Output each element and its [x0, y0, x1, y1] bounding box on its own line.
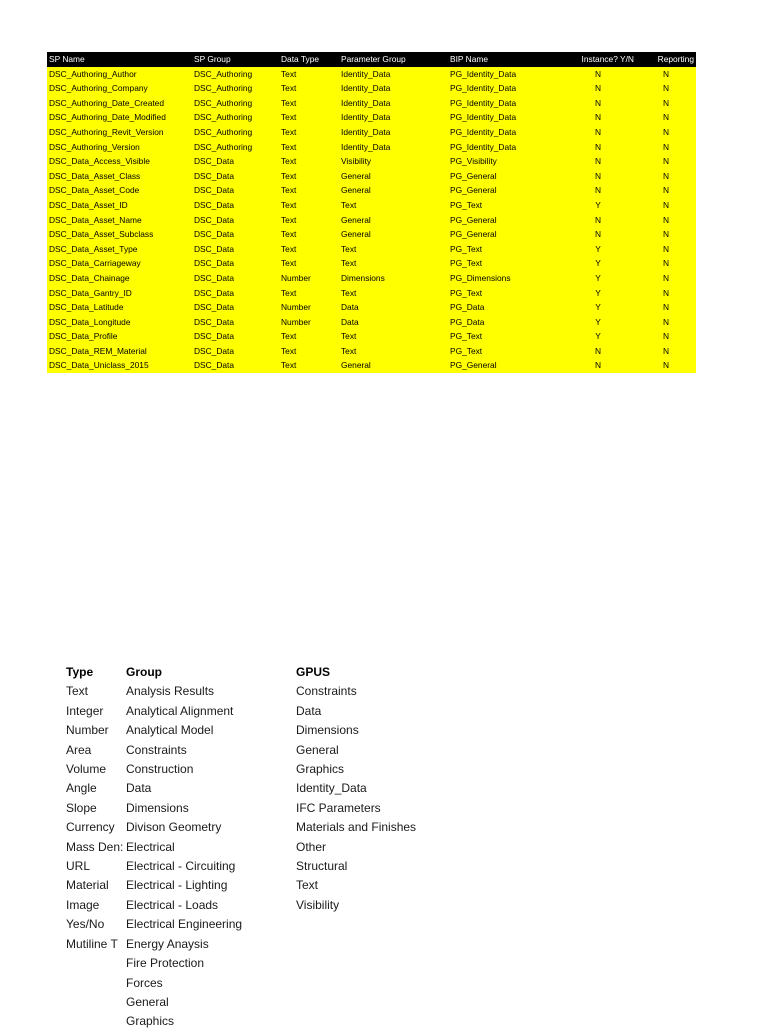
gpus-list-item: Identity_Data: [296, 781, 367, 796]
table-row: [47, 140, 696, 155]
table-row: [47, 110, 696, 125]
group-list-item: Electrical Engineering: [125, 915, 242, 934]
sp-name-cell: DSC_Data_REM_Material: [47, 344, 192, 359]
table-header-row: [47, 52, 696, 67]
group-list-item: Graphics: [125, 1012, 242, 1031]
instance-cell: N: [560, 227, 636, 242]
table-row: [47, 286, 696, 301]
sp-name-cell: DSC_Data_Gantry_ID: [47, 286, 192, 301]
type-list-item: Number: [66, 723, 109, 738]
gpus-list-item: IFC Parameters: [296, 800, 381, 815]
table-row: [47, 67, 696, 82]
data-type-cell: Text: [279, 198, 339, 213]
group-list-item: Electrical - Loads: [125, 896, 242, 915]
table-row: [47, 344, 696, 359]
reporting-cell: N: [636, 227, 696, 242]
type-list-item: URL: [66, 859, 91, 874]
sp-name-cell: DSC_Data_Uniclass_2015: [47, 358, 192, 373]
type-list-item: Volume: [66, 762, 107, 777]
bip-name-cell: PG_Text: [448, 329, 560, 344]
group-list-item: Electrical - Circuiting: [125, 857, 242, 876]
table-row: [47, 242, 696, 257]
sp-group-cell: DSC_Authoring: [192, 125, 279, 140]
instance-cell: Y: [560, 286, 636, 301]
gpus-list-item: Visibility: [296, 897, 340, 912]
bip-name-cell: PG_Data: [448, 300, 560, 315]
sp-name-cell: DSC_Authoring_Revit_Version: [47, 125, 192, 140]
instance-cell: Y: [560, 300, 636, 315]
parameter-group-cell: General: [339, 213, 448, 228]
group-list: [126, 663, 242, 1032]
data-type-cell: Text: [279, 344, 339, 359]
sp-group-cell: DSC_Data: [192, 227, 279, 242]
bip-name-cell: PG_Identity_Data: [448, 140, 560, 155]
data-type-cell: Text: [279, 329, 339, 344]
sp-group-cell: DSC_Data: [192, 213, 279, 228]
gpus-list: [296, 663, 416, 915]
instance-cell: Y: [560, 271, 636, 286]
group-list-items: [126, 682, 242, 1031]
sp-name-cell: DSC_Authoring_Date_Created: [47, 96, 192, 111]
instance-cell: N: [560, 358, 636, 373]
table-row: [47, 329, 696, 344]
instance-cell: N: [560, 125, 636, 140]
sp-group-cell: DSC_Data: [192, 183, 279, 198]
reporting-cell: N: [636, 81, 696, 96]
sp-name-cell: DSC_Data_Latitude: [47, 300, 192, 315]
data-type-cell: Text: [279, 67, 339, 82]
sp-name-cell: DSC_Data_Asset_Class: [47, 169, 192, 184]
bip-name-cell: PG_Identity_Data: [448, 110, 560, 125]
sp-group-cell: DSC_Data: [192, 300, 279, 315]
data-type-cell: Text: [279, 227, 339, 242]
gpus-list-item: Structural: [296, 859, 348, 874]
reporting-cell: N: [636, 125, 696, 140]
parameter-group-cell: Text: [339, 344, 448, 359]
data-type-cell: Text: [279, 169, 339, 184]
type-list-item: Slope: [66, 800, 97, 815]
bip-name-cell: PG_Text: [448, 198, 560, 213]
data-type-cell: Text: [279, 81, 339, 96]
sp-group-cell: DSC_Data: [192, 256, 279, 271]
sp-name-cell: DSC_Data_Asset_ID: [47, 198, 192, 213]
bip-name-cell: PG_Dimensions: [448, 271, 560, 286]
type-list-item: Image: [66, 897, 100, 912]
bip-name-cell: PG_Identity_Data: [448, 125, 560, 140]
sp-name-cell: DSC_Data_Chainage: [47, 271, 192, 286]
parameter-group-cell: Text: [339, 198, 448, 213]
table-row: [47, 183, 696, 198]
col-header-bip-name: BIP Name: [448, 52, 560, 67]
reporting-cell: N: [636, 286, 696, 301]
gpus-list-item: Data: [296, 703, 322, 718]
type-list-item: Currency: [66, 820, 115, 835]
sp-name-cell: DSC_Authoring_Date_Modified: [47, 110, 192, 125]
sp-group-cell: DSC_Authoring: [192, 67, 279, 82]
data-type-cell: Number: [279, 315, 339, 330]
bip-name-cell: PG_General: [448, 183, 560, 198]
table-row: [47, 256, 696, 271]
sp-group-cell: DSC_Data: [192, 315, 279, 330]
group-list-item: Energy Anaysis: [125, 935, 242, 954]
sp-group-cell: DSC_Authoring: [192, 81, 279, 96]
bip-name-cell: PG_Text: [448, 286, 560, 301]
data-type-cell: Text: [279, 110, 339, 125]
col-header-instance: Instance? Y/N: [560, 52, 636, 67]
reporting-cell: N: [636, 140, 696, 155]
type-list-items: [66, 682, 128, 954]
table-row: [47, 300, 696, 315]
group-list-item: Fire Protection: [125, 954, 242, 973]
sp-name-cell: DSC_Data_Asset_Type: [47, 242, 192, 257]
data-type-cell: Text: [279, 125, 339, 140]
col-header-sp-name: SP Name: [47, 52, 192, 67]
gpus-list-header: GPUS: [296, 665, 331, 679]
bip-name-cell: PG_Identity_Data: [448, 81, 560, 96]
type-list-item: Area: [66, 742, 92, 757]
gpus-list-item: Graphics: [296, 762, 345, 777]
parameter-group-cell: Identity_Data: [339, 96, 448, 111]
reporting-cell: N: [636, 67, 696, 82]
sp-group-cell: DSC_Data: [192, 198, 279, 213]
sp-name-cell: DSC_Data_Access_Visible: [47, 154, 192, 169]
sp-group-cell: DSC_Data: [192, 329, 279, 344]
sp-group-cell: DSC_Data: [192, 242, 279, 257]
parameter-group-cell: Visibility: [339, 154, 448, 169]
reporting-cell: N: [636, 110, 696, 125]
instance-cell: N: [560, 96, 636, 111]
sp-group-cell: DSC_Data: [192, 169, 279, 184]
col-header-parameter-group: Parameter Group: [339, 52, 448, 67]
gpus-list-item: Materials and Finishes: [296, 820, 417, 835]
data-type-cell: Text: [279, 140, 339, 155]
instance-cell: Y: [560, 329, 636, 344]
type-list-item: Material: [66, 878, 109, 893]
type-list-item: Text: [66, 684, 89, 699]
group-list-item: Analytical Alignment: [125, 702, 242, 721]
group-list-item: Constraints: [125, 741, 242, 760]
sp-group-cell: DSC_Data: [192, 154, 279, 169]
sp-name-cell: DSC_Authoring_Company: [47, 81, 192, 96]
reporting-cell: N: [636, 96, 696, 111]
data-type-cell: Text: [279, 96, 339, 111]
reporting-cell: N: [636, 358, 696, 373]
parameter-group-cell: Text: [339, 256, 448, 271]
table-row: [47, 227, 696, 242]
table-row: [47, 169, 696, 184]
data-type-cell: Text: [279, 256, 339, 271]
reporting-cell: N: [636, 169, 696, 184]
data-type-cell: Text: [279, 213, 339, 228]
sp-group-cell: DSC_Data: [192, 344, 279, 359]
instance-cell: N: [560, 140, 636, 155]
group-list-header: Group: [126, 665, 162, 679]
type-list-item: Angle: [66, 781, 97, 796]
instance-cell: Y: [560, 315, 636, 330]
group-list-item: Electrical: [125, 838, 242, 857]
sp-group-cell: DSC_Data: [192, 358, 279, 373]
gpus-list-item: Constraints: [296, 684, 357, 699]
instance-cell: N: [560, 344, 636, 359]
bip-name-cell: PG_Visibility: [448, 154, 560, 169]
instance-cell: N: [560, 183, 636, 198]
group-list-item: Divison Geometry: [125, 818, 242, 837]
table-row: [47, 154, 696, 169]
type-list-header: Type: [66, 665, 94, 679]
instance-cell: Y: [560, 198, 636, 213]
bip-name-cell: PG_General: [448, 358, 560, 373]
table-row: [47, 96, 696, 111]
data-type-cell: Text: [279, 286, 339, 301]
bip-name-cell: PG_Data: [448, 315, 560, 330]
parameter-group-cell: General: [339, 227, 448, 242]
reporting-cell: N: [636, 300, 696, 315]
parameter-group-cell: General: [339, 183, 448, 198]
reporting-cell: N: [636, 242, 696, 257]
parameter-group-cell: Text: [339, 329, 448, 344]
instance-cell: N: [560, 110, 636, 125]
instance-cell: Y: [560, 242, 636, 257]
gpus-list-item: Text: [296, 878, 319, 893]
parameter-group-cell: General: [339, 358, 448, 373]
table-row: [47, 125, 696, 140]
parameter-group-cell: Data: [339, 315, 448, 330]
col-header-data-type: Data Type: [279, 52, 339, 67]
group-list-item: Analysis Results: [125, 682, 242, 701]
type-list: [66, 663, 128, 954]
type-list-item: Mass Den:: [66, 839, 124, 854]
reporting-cell: N: [636, 213, 696, 228]
sp-group-cell: DSC_Authoring: [192, 110, 279, 125]
bip-name-cell: PG_Text: [448, 344, 560, 359]
group-list-item: Dimensions: [125, 799, 242, 818]
table-row: [47, 81, 696, 96]
bip-name-cell: PG_Text: [448, 256, 560, 271]
instance-cell: N: [560, 169, 636, 184]
data-type-cell: Text: [279, 242, 339, 257]
sp-name-cell: DSC_Data_Asset_Code: [47, 183, 192, 198]
table-row: [47, 198, 696, 213]
sp-name-cell: DSC_Data_Profile: [47, 329, 192, 344]
type-list-item: Yes/No: [66, 917, 105, 932]
gpus-list-item: General: [296, 742, 339, 757]
reporting-cell: N: [636, 183, 696, 198]
bip-name-cell: PG_Identity_Data: [448, 96, 560, 111]
reporting-cell: N: [636, 198, 696, 213]
parameter-group-cell: Text: [339, 242, 448, 257]
instance-cell: N: [560, 154, 636, 169]
table-row: [47, 358, 696, 373]
reporting-cell: N: [636, 154, 696, 169]
parameter-group-cell: General: [339, 169, 448, 184]
data-type-cell: Text: [279, 154, 339, 169]
parameter-group-cell: Data: [339, 300, 448, 315]
sp-group-cell: DSC_Authoring: [192, 96, 279, 111]
data-type-cell: Number: [279, 300, 339, 315]
data-type-cell: Number: [279, 271, 339, 286]
parameter-group-cell: Identity_Data: [339, 67, 448, 82]
gpus-list-item: Dimensions: [296, 723, 359, 738]
parameter-group-cell: Identity_Data: [339, 140, 448, 155]
data-type-cell: Text: [279, 183, 339, 198]
sp-name-cell: DSC_Data_Asset_Name: [47, 213, 192, 228]
instance-cell: N: [560, 81, 636, 96]
instance-cell: N: [560, 213, 636, 228]
parameter-group-cell: Dimensions: [339, 271, 448, 286]
bip-name-cell: PG_General: [448, 169, 560, 184]
sp-name-cell: DSC_Authoring_Version: [47, 140, 192, 155]
reporting-cell: N: [636, 271, 696, 286]
type-list-item: Integer: [66, 703, 104, 718]
table-row: [47, 271, 696, 286]
parameter-group-cell: Identity_Data: [339, 110, 448, 125]
sp-name-cell: DSC_Data_Asset_Subclass: [47, 227, 192, 242]
data-type-cell: Text: [279, 358, 339, 373]
group-list-item: Electrical - Lighting: [125, 876, 242, 895]
sp-name-cell: DSC_Authoring_Author: [47, 67, 192, 82]
group-list-item: Data: [125, 779, 242, 798]
sp-group-cell: DSC_Data: [192, 286, 279, 301]
reporting-cell: N: [636, 329, 696, 344]
reporting-cell: N: [636, 256, 696, 271]
type-list-item: Mutiline T: [66, 936, 118, 951]
instance-cell: Y: [560, 256, 636, 271]
bip-name-cell: PG_Text: [448, 242, 560, 257]
reporting-cell: N: [636, 315, 696, 330]
instance-cell: N: [560, 67, 636, 82]
col-header-reporting: Reporting: [636, 52, 696, 67]
group-list-item: Analytical Model: [125, 721, 242, 740]
group-list-item: General: [125, 993, 242, 1012]
col-header-sp-group: SP Group: [192, 52, 279, 67]
bip-name-cell: PG_Identity_Data: [448, 67, 560, 82]
table-row: [47, 213, 696, 228]
table-body: [47, 67, 696, 373]
table-row: [47, 315, 696, 330]
parameter-group-cell: Identity_Data: [339, 81, 448, 96]
group-list-item: Forces: [125, 974, 242, 993]
reporting-cell: N: [636, 344, 696, 359]
gpus-list-item: Other: [296, 839, 327, 854]
parameter-group-cell: Identity_Data: [339, 125, 448, 140]
bip-name-cell: PG_General: [448, 227, 560, 242]
parameter-group-cell: Text: [339, 286, 448, 301]
sp-name-cell: DSC_Data_Carriageway: [47, 256, 192, 271]
shared-parameters-table: [47, 52, 696, 373]
group-list-item: Construction: [125, 760, 242, 779]
sp-name-cell: DSC_Data_Longitude: [47, 315, 192, 330]
gpus-list-items: [296, 682, 416, 915]
sp-group-cell: DSC_Data: [192, 271, 279, 286]
sp-group-cell: DSC_Authoring: [192, 140, 279, 155]
bip-name-cell: PG_General: [448, 213, 560, 228]
